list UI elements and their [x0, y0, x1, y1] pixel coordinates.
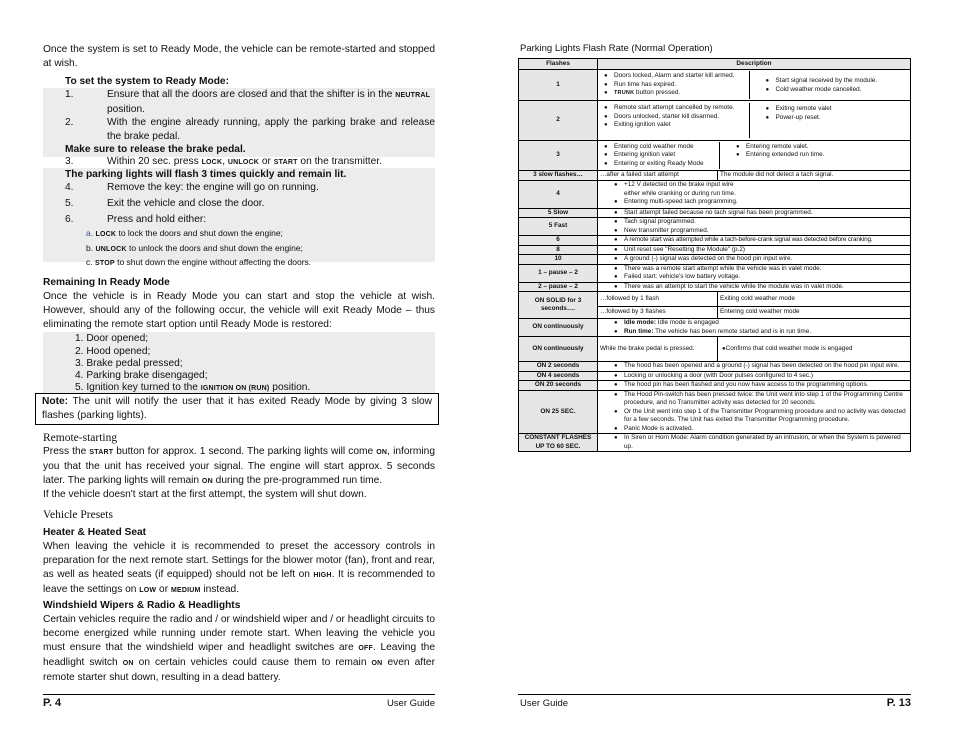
page-number: P. 13 — [886, 697, 911, 709]
option-letter: c. — [86, 257, 93, 267]
text: The vehicle has been remote started and is in run time. — [653, 327, 812, 335]
list-item: ● Entering or exiting Ready Mode — [614, 160, 717, 169]
key-start: START — [89, 449, 114, 456]
table-row — [519, 337, 911, 362]
table-row — [519, 208, 911, 218]
text: . It is recommended to leave the settings on — [43, 569, 436, 595]
key-unlock: UNLOCK — [95, 245, 127, 253]
exit-item: 4. Parking brake disengaged; — [75, 370, 208, 381]
heater-text — [43, 540, 435, 598]
exit-text: position. — [269, 382, 311, 393]
ready-mode-heading: To set the system to Ready Mode: — [65, 76, 229, 87]
description-cell — [598, 292, 911, 319]
key-lock: LOCK — [95, 231, 117, 238]
table-row — [519, 245, 911, 255]
key-on: ON — [371, 660, 383, 667]
text: even after remote starter shut down, resulting in a dead battery. — [43, 657, 435, 683]
flash-cell: 4 — [519, 180, 598, 208]
description-cell — [598, 337, 911, 362]
list-item: ● There was a remote start attempt while the vehicle was in valet mode. — [624, 265, 908, 274]
list-item: ● Locking or unlocking a door (with Door pulses configured to 4 sec.) — [624, 372, 908, 381]
list-item: ● The hood pin has been flashed and you now have access to the programming options. — [624, 381, 908, 390]
flash-note: The parking lights will flash 3 times quickly and remain lit. — [43, 168, 435, 182]
steps-4-6 — [43, 181, 435, 267]
text: on certain vehicles could cause them to remain — [133, 657, 372, 668]
table-row — [519, 101, 911, 141]
list-item: ● Entering extended run time. — [746, 151, 908, 160]
list-item: ● Start signal received by the module. — [776, 77, 909, 86]
description-cell — [598, 282, 911, 292]
sub-option-c — [43, 256, 435, 271]
description-cell — [598, 255, 911, 265]
flash-cell: ON 2 seconds — [519, 362, 598, 372]
key-on: ON — [122, 660, 134, 667]
list-item — [614, 89, 747, 98]
text: or — [156, 584, 171, 595]
note-body: The unit will notify the user that it has exited Ready Mode by giving 3 slow flashes (parking lights). — [42, 396, 432, 421]
list-item: ● Tach signal programmed. — [624, 218, 908, 227]
description-cell — [598, 218, 911, 236]
key-start: START — [273, 159, 298, 166]
text: . Leaving the headlight switch — [43, 642, 435, 668]
table-row — [519, 70, 911, 101]
key-neutral: NEUTRAL — [395, 92, 431, 99]
table-row — [519, 180, 911, 208]
key-ignition-on: IGNITION ON (RUN) — [200, 385, 270, 392]
sep: or — [259, 156, 274, 167]
description-cell — [598, 236, 911, 246]
flash-cell: 3 — [519, 141, 598, 171]
flash-cell: ON 20 seconds — [519, 381, 598, 391]
key-unlock: UNLOCK — [227, 159, 260, 166]
list-item: ● +12 V detected on the brake input wire either while cranking or during run time. — [624, 181, 744, 198]
description-cell — [598, 70, 911, 101]
description-text: The module did not detect a tach signal. — [717, 171, 910, 180]
table-row — [519, 371, 911, 381]
table-row — [519, 381, 911, 391]
table-row — [519, 218, 911, 236]
description-cell — [598, 390, 911, 434]
option-text: to lock the doors and shut down the engine; — [116, 228, 283, 238]
list-item: ● Entering remote valet. — [746, 143, 908, 152]
list-item: ● Entering ignition valet — [614, 151, 717, 160]
step-number: 5. — [65, 198, 74, 209]
list-item: ● New transmitter programmed. — [624, 227, 908, 236]
description-cell — [598, 319, 911, 337]
key-high: HIGH — [313, 572, 332, 579]
flash-cell: 1 — [519, 70, 598, 101]
flash-rate-table — [518, 58, 911, 452]
list-item: ● Panic Mode is activated. — [624, 425, 908, 434]
list-item: ● Exiting ignition valet — [614, 121, 747, 130]
step-number: 2. — [65, 117, 74, 128]
label: Idle mode: — [624, 319, 656, 326]
flash-cell: ON 4 seconds — [519, 371, 598, 381]
step-2 — [43, 116, 435, 144]
wipers-text — [43, 613, 435, 685]
footer-label: User Guide — [386, 698, 435, 709]
brake-note: Make sure to release the brake pedal. — [43, 143, 435, 157]
description-cell — [598, 434, 911, 452]
wipers-heading: Windshield Wipers & Radio & Headlights — [43, 600, 241, 611]
description-cell — [598, 381, 911, 391]
remote-starting-heading: Remote-starting — [43, 432, 118, 444]
vehicle-presets-heading: Vehicle Presets — [43, 509, 113, 521]
text: Confirms that cold weather mode is engaged — [725, 344, 853, 352]
list-item — [624, 328, 908, 337]
list-item: ● In Siren or Horn Mode: Alarm condition generated by an intrusion, or when the System is powered up. — [624, 434, 908, 451]
list-item: ● Exiting remote valet — [776, 105, 909, 114]
description-cell — [598, 362, 911, 372]
table-row — [519, 362, 911, 372]
flash-cell: 5 Slow — [519, 208, 598, 218]
table-row — [519, 264, 911, 282]
note-label: Note: — [42, 396, 69, 407]
exit-item: 3. Brake pedal pressed; — [75, 358, 183, 369]
description-cell — [598, 264, 911, 282]
list-item: ● Power-up reset. — [776, 114, 909, 123]
step-text: position. — [107, 104, 145, 115]
table-row — [519, 141, 911, 171]
table-row — [519, 292, 911, 319]
flash-cell: ON continuously — [519, 337, 598, 362]
description-text: Entering cold weather mode — [717, 307, 910, 318]
step-1 — [43, 88, 435, 116]
list-item: ● Doors locked, Alarm and starter kill armed. — [614, 72, 747, 81]
text: , informing you that the unit has received your signal. The engine will start approx. 5 seconds later. The parking lights will remain — [43, 446, 435, 486]
list-item — [624, 319, 908, 328]
description-cell — [598, 208, 911, 218]
key-trunk: TRUNK — [614, 90, 635, 97]
flash-cell: 2 — [519, 101, 598, 141]
note-text — [42, 395, 432, 423]
key-on: ON — [201, 478, 213, 485]
step-number: 3. — [65, 156, 74, 167]
description-text: Exiting cold weather mode — [717, 292, 910, 306]
list-item: ● A ground (-) signal was detected on the hood pin input wire. — [624, 255, 908, 264]
list-item: ● A remote start was attempted while a tach-before-crank signal was detected before cranking. — [624, 236, 908, 245]
description-cell — [598, 180, 911, 208]
text: Certain vehicles require the radio and / or windshield wiper and / or headlight circuits to become energized while running under remote start. When leaving the vehicle you must ensure that the windshield wiper and headlight switches are — [43, 614, 435, 653]
option-letter: b. — [86, 242, 94, 253]
footer — [518, 694, 911, 709]
flash-cell: 10 — [519, 255, 598, 265]
option-text: to shut down the engine without affecting the doors. — [114, 257, 312, 267]
step-text: Press and hold either: — [107, 214, 207, 225]
list-item: ● Cold weather mode cancelled. — [776, 86, 909, 95]
flash-cell: 5 Fast — [519, 218, 598, 236]
option-letter: a. — [86, 228, 94, 238]
text: Idle mode is engaged — [655, 319, 719, 326]
option-text: to unlock the doors and shut down the engine; — [126, 242, 303, 253]
key-medium: MEDIUM — [170, 587, 201, 594]
description-text — [717, 337, 910, 361]
description-text: …followed by 3 flashes — [600, 308, 666, 316]
table-header-row — [519, 59, 911, 70]
sub-option-b — [43, 242, 435, 257]
table-title: Parking Lights Flash Rate (Normal Operation) — [520, 43, 713, 54]
bullet-icon: ● — [722, 345, 726, 352]
list-item: ● Failed start: vehicle's low battery voltage. — [624, 273, 908, 282]
intro-text: Once the system is set to Ready Mode, the vehicle can be remote-started and stopped at wish. — [43, 44, 435, 69]
flash-cell: CONSTANT FLASHES UP TO 60 SEC. — [519, 434, 598, 452]
heater-heading: Heater & Heated Seat — [43, 527, 147, 538]
step-text: With the engine already running, apply the parking brake and release the brake pedal. — [107, 117, 435, 142]
flash-cell: 8 — [519, 245, 598, 255]
table-row — [519, 319, 911, 337]
step-number: 1. — [65, 89, 74, 100]
description-text: While the brake pedal is pressed. — [600, 344, 695, 352]
description-cell — [598, 171, 911, 181]
table-row — [519, 236, 911, 246]
remaining-text: Once the vehicle is in Ready Mode you can start and stop the vehicle at wish. However, should any of the following occur, the vehicle will exit Ready Mode – thus eliminating the remote start option until Ready Mode is restored: — [43, 291, 435, 330]
right-page — [518, 0, 911, 738]
key-lock: LOCK — [201, 159, 223, 166]
remaining-heading: Remaining In Ready Mode — [43, 277, 170, 288]
column-header: Description — [598, 59, 911, 70]
text: instead. — [200, 584, 240, 595]
table-row — [519, 282, 911, 292]
sub-option-a — [43, 227, 435, 242]
list-item: ● Remote start attempt cancelled by remote. — [614, 104, 747, 113]
text: button for approx. 1 second. The parking lights will come — [113, 446, 377, 457]
list-item: ● Entering multi-speed tach programming. — [624, 198, 744, 207]
description-cell — [598, 371, 911, 381]
left-page — [43, 0, 435, 738]
flash-cell: 1 – pause – 2 — [519, 264, 598, 282]
step-text: on the transmitter. — [297, 156, 382, 167]
sep: , — [222, 156, 228, 167]
step-number: 4. — [65, 182, 74, 193]
list-item: ● Doors unlocked, starter kill disarmed. — [614, 113, 747, 122]
note-box — [35, 393, 439, 425]
description-cell — [598, 141, 911, 171]
exit-text: 5. Ignition key turned to the — [75, 382, 201, 393]
list-item: ● Unit reset see "Resetting the Module" (p.2) — [624, 246, 908, 255]
list-item: ● Start attempt failed because no tach signal has been programmed. — [624, 209, 908, 218]
step-text: Exit the vehicle and close the door. — [107, 198, 265, 209]
flash-cell: ON SOLID for 3 seconds…. — [519, 292, 598, 319]
key-low: LOW — [139, 587, 157, 594]
list-item: ● Entering cold weather mode — [614, 143, 717, 152]
flash-cell: ON 25 SEC. — [519, 390, 598, 434]
label: Run time: — [624, 327, 654, 335]
flash-cell: 6 — [519, 236, 598, 246]
text: button pressed. — [634, 89, 681, 97]
remote-fail-text: If the vehicle doesn't start at the first attempt, the system will shut down. — [43, 489, 367, 500]
step-text: Within 20 sec. press — [107, 156, 202, 167]
remote-starting-text — [43, 445, 435, 489]
step-text: Remove the key: the engine will go on running. — [107, 182, 319, 193]
step-text: Ensure that all the doors are closed and that the shifter is in the — [107, 89, 396, 100]
text: Press the — [43, 446, 90, 457]
step-number: 6. — [65, 214, 74, 225]
table-row — [519, 255, 911, 265]
footer — [43, 694, 435, 709]
text: during the pre-programmed run time. — [212, 475, 383, 486]
list-item: ● The hood has been opened and a ground (-) signal has been detected on the hood pin input wire. — [624, 362, 908, 371]
key-stop: STOP — [95, 260, 115, 267]
page-number: P. 4 — [43, 697, 62, 709]
table-row — [519, 171, 911, 181]
table-row — [519, 434, 911, 452]
column-header: Flashes — [519, 59, 598, 70]
exit-item: 2. Hood opened; — [75, 346, 151, 357]
list-item: ● The Hood Pin-switch has been pressed twice: the Unit went into step 1 of the Programming Centre procedure, and no Transmitter activity was detected for 20 seconds. — [624, 391, 908, 408]
key-on: ON — [376, 449, 388, 456]
text: When leaving the vehicle it is recommended to preset the accessory controls in preparation for the next remote start. Settings for the blower motor (fan), front and rear, as well as heated seats (if equipped) should not be left on — [43, 541, 435, 580]
description-cell — [598, 245, 911, 255]
footer-label: User Guide — [520, 698, 569, 709]
description-cell — [598, 101, 911, 141]
flash-cell: 2 – pause – 2 — [519, 282, 598, 292]
exit-conditions-list — [43, 332, 435, 393]
list-item: ● There was an attempt to start the vehicle while the module was in valet mode. — [624, 283, 908, 292]
flash-cell: ON continuously — [519, 319, 598, 337]
list-item: ● Or the Unit went into step 1 of the Transmitter Programming procedure and no activity was detected for a few seconds. The Unit has exited the Transmitter Programming procedure. — [624, 408, 908, 425]
flash-cell: 3 slow flashes… — [519, 171, 598, 181]
exit-item: 1. Door opened; — [75, 333, 149, 344]
list-item: ● Run time has expired. — [614, 81, 747, 90]
table-row — [519, 390, 911, 434]
description-text: …after a failed start attempt — [600, 171, 679, 178]
key-off: OFF — [358, 645, 373, 652]
description-text: …followed by 1 flash — [600, 294, 659, 302]
